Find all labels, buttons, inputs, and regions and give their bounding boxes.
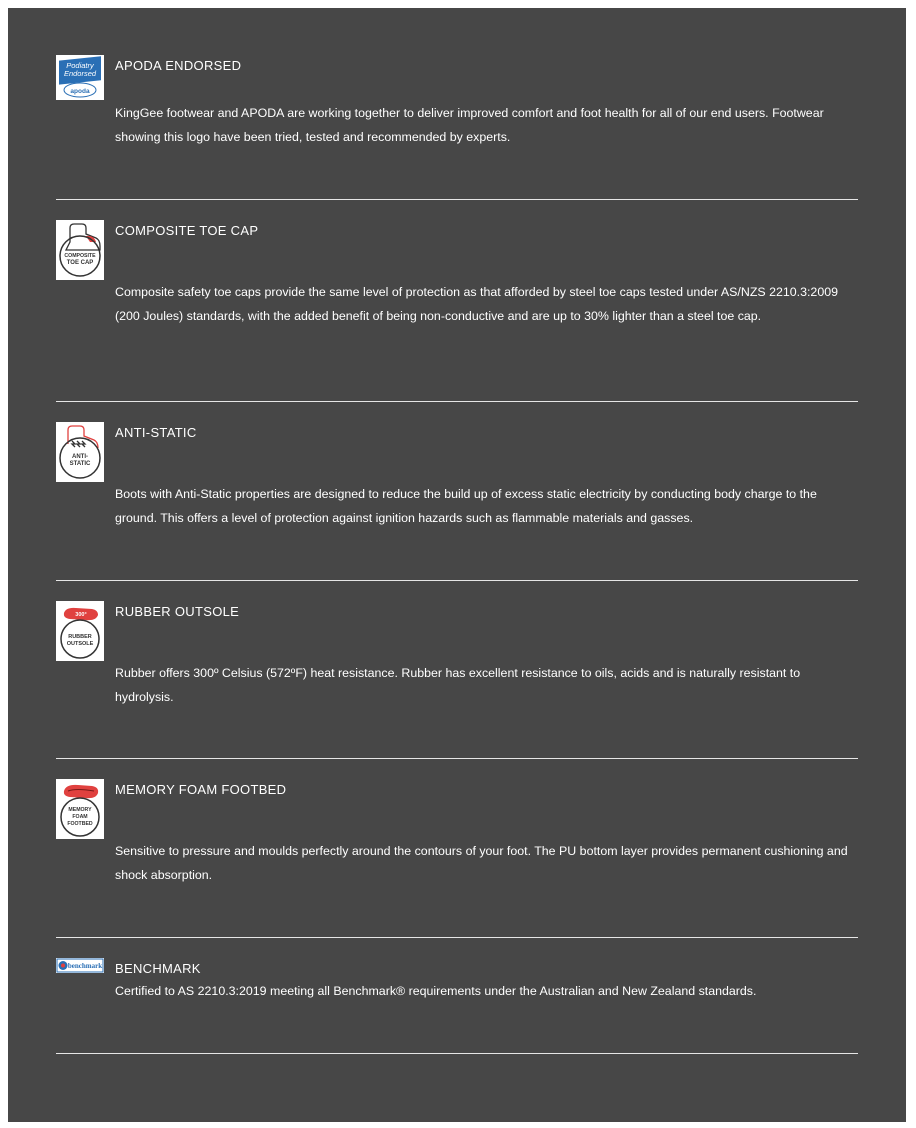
feature-description: Certified to AS 2210.3:2019 meeting all Benchmark® requirements under the Australian and New Zealand standards. xyxy=(115,984,757,998)
memory-foam-footbed-icon xyxy=(56,779,104,839)
memory-foam-icon-text-3: FOOTBED xyxy=(67,821,93,827)
feature-divider xyxy=(56,1053,858,1054)
feature-description: Composite safety toe caps provide the same level of protection as that afforded by steel toe caps tested under AS/NZS 2210.3:2009 (200 Joules) standards, with the added benefit of being non-conductive and are up to 30% lighter than a steel toe cap. xyxy=(115,285,838,323)
feature-divider xyxy=(56,580,858,581)
composite-toe-cap-icon xyxy=(56,220,104,280)
feature-description: Rubber offers 300º Celsius (572ºF) heat resistance. Rubber has excellent resistance to oils, acids and is naturally resistant to hydrolysis. xyxy=(115,666,801,704)
feature-title: MEMORY FOAM FOOTBED xyxy=(115,782,287,797)
feature-divider xyxy=(56,758,858,759)
apoda-icon-text-2: Endorsed xyxy=(63,69,97,78)
apoda-icon-text-1: Podiatry xyxy=(66,61,94,70)
memory-foam-icon-text-2: FOAM xyxy=(72,814,88,820)
feature-description: KingGee footwear and APODA are working together to deliver improved comfort and foot health for all of our end users. Footwear showing this logo have been tried, tested and recommended by experts. xyxy=(115,106,824,144)
feature-title: ANTI-STATIC xyxy=(115,425,197,440)
toe-cap-icon-text-1: COMPOSITE xyxy=(64,253,96,259)
rubber-outsole-icon-text-3: OUTSOLE xyxy=(66,641,94,647)
benchmark-logo-icon xyxy=(56,958,104,973)
feature-description: Sensitive to pressure and moulds perfectly around the contours of your foot. The PU bottom layer provides permanent cushioning and shock absorption. xyxy=(115,844,848,882)
rubber-outsole-icon-text-2: RUBBER xyxy=(68,634,92,640)
anti-static-icon xyxy=(56,422,104,482)
anti-static-icon-text-1: ANTI- xyxy=(72,454,88,460)
rubber-outsole-icon-text-1: 300° xyxy=(75,612,87,618)
feature-divider xyxy=(56,937,858,938)
rubber-outsole-icon xyxy=(56,601,104,661)
memory-foam-icon-text-1: MEMORY xyxy=(68,807,92,813)
feature-title: COMPOSITE TOE CAP xyxy=(115,223,259,238)
anti-static-icon-text-2: STATIC xyxy=(69,461,91,467)
feature-title: BENCHMARK xyxy=(115,961,201,976)
feature-title: APODA ENDORSED xyxy=(115,58,242,73)
feature-description: Boots with Anti-Static properties are designed to reduce the build up of excess static electricity by conducting body charge to the ground. This offers a level of protection against ignition hazards such as flammable materials and gasses. xyxy=(115,487,817,525)
benchmark-icon-text: benchmark xyxy=(67,962,103,970)
apoda-icon-text-3: apoda xyxy=(70,88,90,95)
feature-divider xyxy=(56,199,858,200)
feature-title: RUBBER OUTSOLE xyxy=(115,604,240,619)
feature-panel xyxy=(8,8,906,1122)
apoda-podiatry-endorsed-icon xyxy=(56,55,104,100)
feature-divider xyxy=(56,401,858,402)
toe-cap-icon-text-2: TOE CAP xyxy=(66,260,94,266)
